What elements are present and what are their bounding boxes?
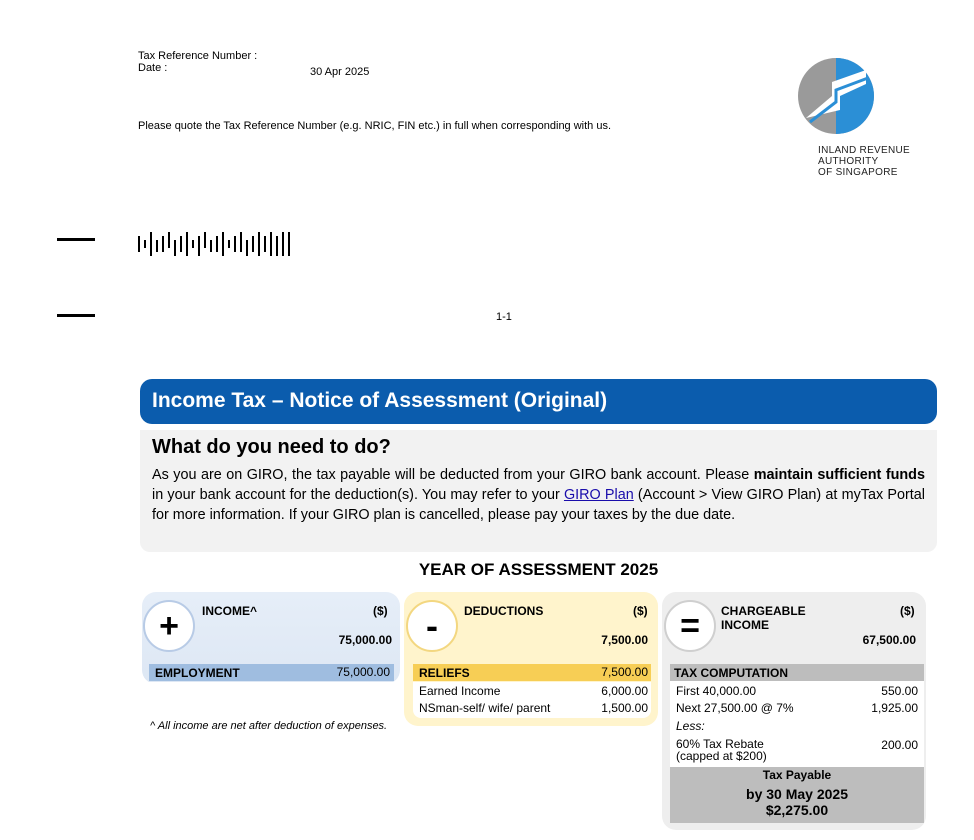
next-bracket-value: 1,925.00 bbox=[871, 701, 918, 715]
tax-rebate-label: 60% Tax Rebate (capped at $200) bbox=[676, 737, 767, 763]
margin-mark-top bbox=[57, 238, 95, 241]
notice-title: Income Tax – Notice of Assessment (Original) bbox=[152, 389, 608, 412]
tax-rebate-value: 200.00 bbox=[881, 738, 918, 752]
nsman-label: NSman-self/ wife/ parent bbox=[419, 701, 551, 715]
income-footnote: ^ All income are net after deduction of expenses. bbox=[150, 720, 388, 732]
income-heading: INCOME^ bbox=[202, 604, 258, 618]
deductions-total: 7,500.00 bbox=[601, 633, 648, 647]
date-label: Date : bbox=[138, 62, 168, 74]
tax-reference-label: Tax Reference Number : bbox=[138, 50, 258, 62]
minus-icon: - bbox=[406, 600, 458, 652]
page-number: 1-1 bbox=[496, 311, 512, 323]
notice-title-bar bbox=[140, 379, 937, 424]
chargeable-currency: ($) bbox=[900, 604, 915, 618]
tax-payable-due: by 30 May 2025 bbox=[746, 786, 848, 802]
postal-barcode bbox=[138, 232, 298, 261]
logo-line-2: AUTHORITY bbox=[818, 156, 879, 167]
nsman-value: 1,500.00 bbox=[601, 701, 648, 715]
iras-logo bbox=[796, 56, 876, 136]
what-to-do-text: As you are on GIRO, the tax payable will be deducted from your GIRO bank account. Please maintain sufficient funds in your bank account for the deduction(s). You may refer to your GIRO Plan (Account > View GIRO Plan) at myTax Portal for more information. If your GIRO plan is cancelled, please pay your taxes by the due date. bbox=[152, 467, 925, 523]
deductions-heading: DEDUCTIONS bbox=[464, 604, 544, 618]
deductions-currency: ($) bbox=[633, 604, 648, 618]
tax-computation-row: TAX COMPUTATION bbox=[670, 664, 924, 681]
margin-mark-bottom bbox=[57, 314, 95, 317]
next-bracket-label: Next 27,500.00 @ 7% bbox=[676, 701, 794, 715]
what-to-do-section bbox=[140, 430, 937, 552]
year-of-assessment: YEAR OF ASSESSMENT 2025 bbox=[418, 560, 659, 579]
giro-plan-link[interactable]: GIRO Plan bbox=[563, 487, 634, 503]
first-bracket-label: First 40,000.00 bbox=[676, 684, 757, 698]
income-currency: ($) bbox=[373, 604, 388, 618]
what-to-do-heading: What do you need to do? bbox=[152, 436, 391, 458]
date-value: 30 Apr 2025 bbox=[310, 66, 370, 78]
chargeable-heading: CHARGEABLE INCOME bbox=[721, 604, 806, 632]
logo-line-1: INLAND REVENUE bbox=[818, 145, 910, 156]
quote-notice: Please quote the Tax Reference Number (e.g. NRIC, FIN etc.) in full when corresponding with us. bbox=[138, 120, 612, 132]
earned-income-label: Earned Income bbox=[419, 684, 501, 698]
chargeable-total: 67,500.00 bbox=[862, 633, 916, 647]
tax-payable-box bbox=[670, 767, 924, 823]
tax-payable-amount: $2,275.00 bbox=[765, 802, 829, 818]
tax-payable-label: Tax Payable bbox=[762, 768, 832, 782]
employment-row: EMPLOYMENT 75,000.00 bbox=[149, 664, 394, 681]
logo-line-3: OF SINGAPORE bbox=[818, 167, 898, 178]
plus-icon: + bbox=[143, 600, 195, 652]
iras-logo-icon bbox=[796, 56, 876, 136]
earned-income-value: 6,000.00 bbox=[601, 684, 648, 698]
first-bracket-value: 550.00 bbox=[881, 684, 918, 698]
reliefs-row: RELIEFS 7,500.00 bbox=[413, 664, 651, 681]
income-total: 75,000.00 bbox=[338, 633, 392, 647]
equals-icon: = bbox=[664, 600, 716, 652]
less-label: Less: bbox=[676, 719, 705, 733]
